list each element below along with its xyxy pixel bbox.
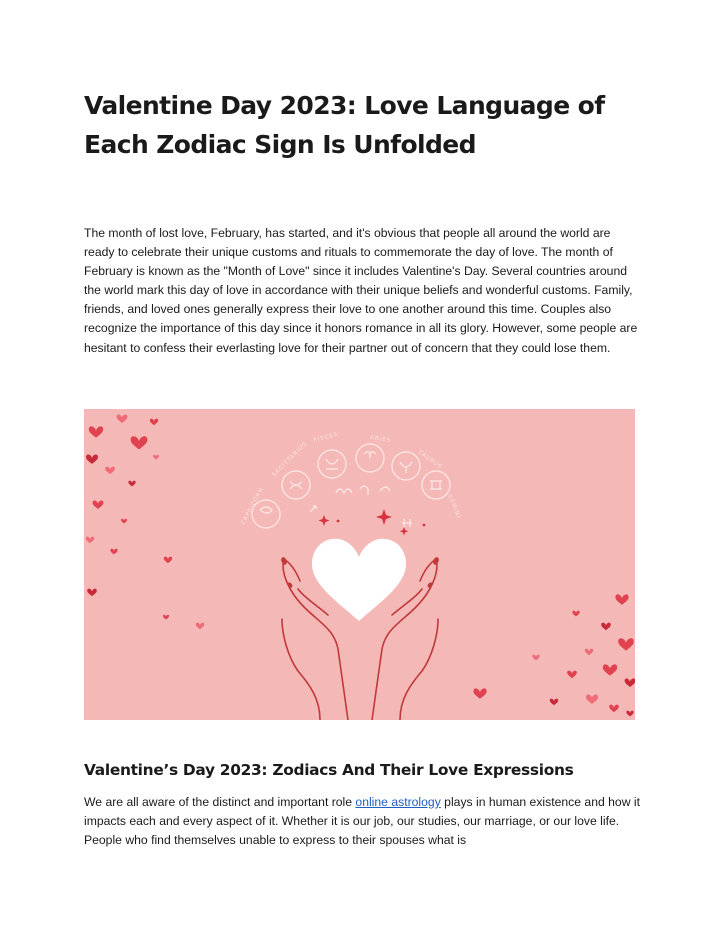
valentine-zodiac-illustration [84, 409, 635, 720]
zodiac-label-aries: ARIES [369, 435, 392, 444]
intro-paragraph: The month of lost love, February, has started, and it's obvious that people all around the world are ready to celebrate their unique customs and rituals to commemorate the day of love. The month of February is known as the "Month of Love" since it includes Valentine's Day. Several countries around the world mark this day of love in accordance with their unique beliefs and wonderful customs. Family, friends, and loved ones generally express their love to one another around this time. Couples also recognize the importance of this day since it honors romance in all its glory. However, some people are hesitant to confess their everlasting love for their partner out of concern that they could lose them. [84, 226, 638, 355]
section-text-start: We are all aware of the distinct and important role [84, 795, 356, 809]
article-title: Valentine Day 2023: Love Language of Each Zodiac Sign Is Unfolded [84, 91, 605, 159]
section-paragraph [84, 793, 644, 850]
section-text-end: plays in human existence and how it impacts each and every aspect of it. Whether it is our job, our studies, our marriage, or our love life. People who find themselves unable to express to their spouses what is [84, 795, 640, 848]
zodiac-label-gemini: GEMINI [446, 493, 462, 520]
section-heading: Valentine’s Day 2023: Zodiacs And Their Love Expressions [84, 761, 574, 779]
zodiac-label-sagittarius: SAGITTARIUS [271, 440, 309, 479]
hero-image [84, 409, 635, 720]
zodiac-label-taurus: TAURUS [416, 449, 444, 471]
online-astrology-link[interactable]: online astrology [355, 795, 441, 809]
zodiac-label-capricorn: CAPRICORN [240, 486, 266, 526]
zodiac-label-pisces: PISCES [312, 431, 339, 444]
